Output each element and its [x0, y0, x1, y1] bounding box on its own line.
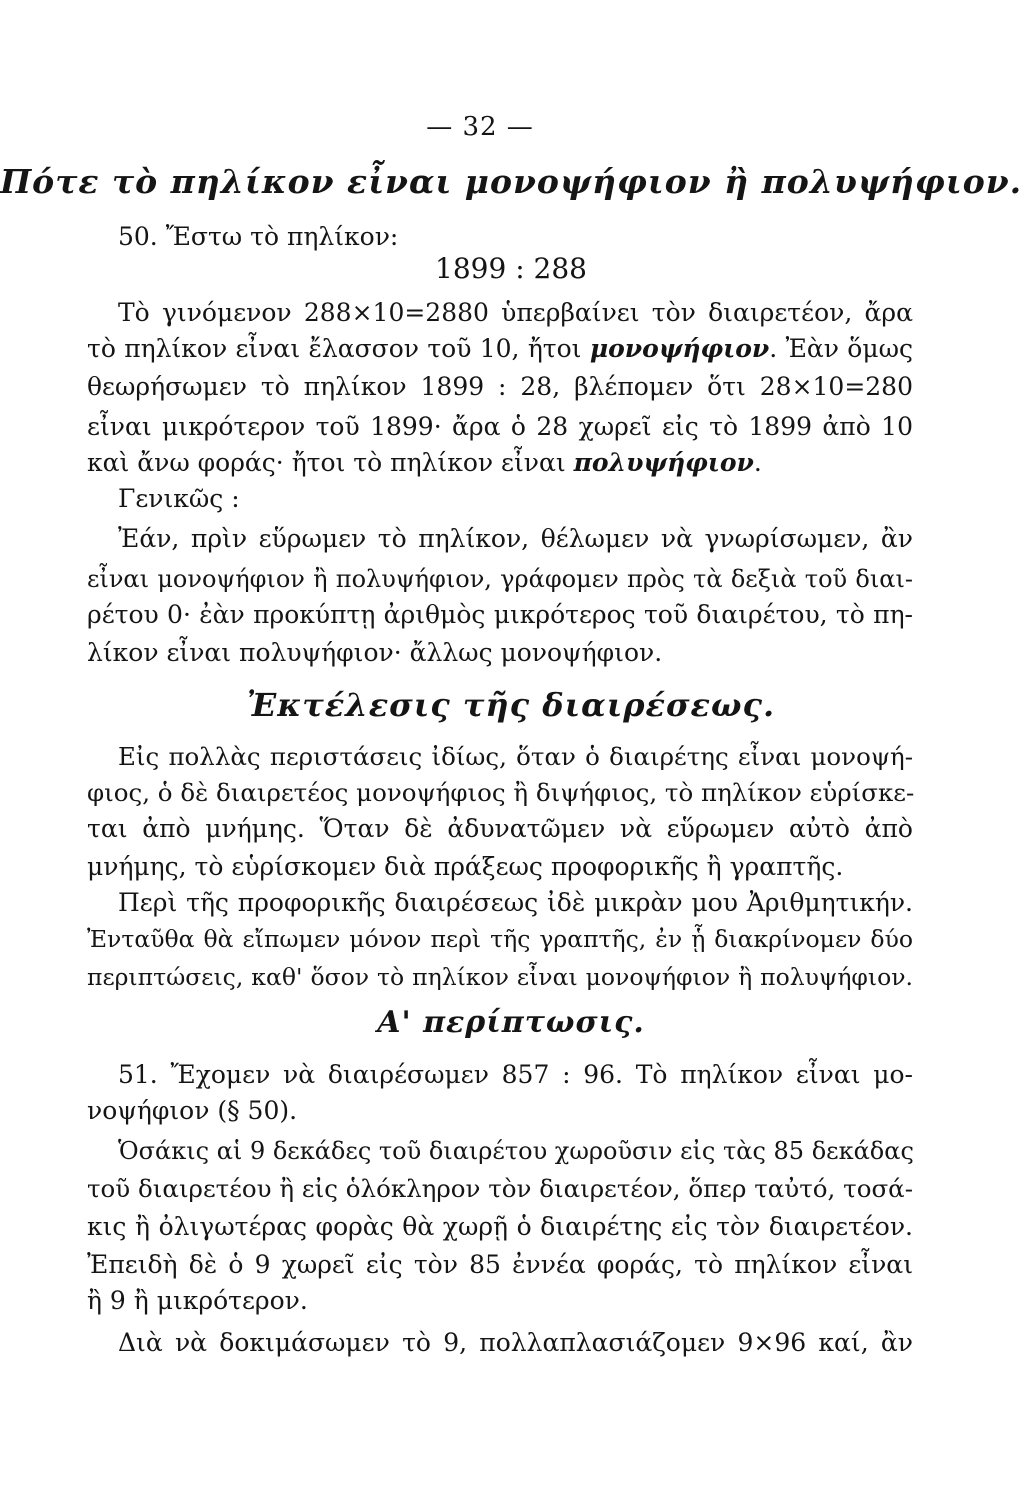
division-line-4: μνήμης, τὸ εὑρίσκομεν διὰ πράξεως προφορικῆς ἢ γραπτῆς.: [87, 852, 844, 881]
paragraph-51-line-8: Διὰ νὰ δοκιμάσωμεν τὸ 9, πολλαπλασιάζομεν 9×96 καί, ἂν: [118, 1328, 913, 1357]
paragraph-50-line-6: [87, 446, 913, 480]
page-number: — 32 —: [426, 112, 534, 142]
paragraph-50-line-9: εἶναι μονοψήφιον ἢ πολυψήφιον, γράφομεν πρὸς τὰ δεξιὰ τοῦ διαι-: [87, 565, 913, 593]
paragraph-51-line-6: Ἐπειδὴ δὲ ὁ 9 χωρεῖ εἰς τὸν 85 ἐννέα φοράς, τὸ πηλίκον εἶναι: [87, 1250, 913, 1279]
division-formula: 1899 : 288: [435, 252, 587, 285]
paragraph-51-line-5: κις ἢ ὀλιγωτέρας φορὰς θὰ χωρῇ ὁ διαιρέτης εἰς τὸν διαιρετέον.: [87, 1212, 913, 1241]
division-line-3: ται ἀπὸ μνήμης. Ὅταν δὲ ἀδυνατῶμεν νὰ εὕρωμεν αὐτὸ ἀπὸ: [87, 814, 913, 843]
text-run: . Ἐὰν ὅμως: [769, 334, 913, 363]
emphasis-polypsifion: πολυψήφιον: [573, 448, 754, 477]
paragraph-50-line-4: θεωρήσωμεν τὸ πηλίκον 1899 : 28, βλέπομεν ὅτι 28×10=280: [87, 372, 913, 401]
text-run: .: [753, 448, 762, 477]
division-line-1: Εἰς πολλὰς περιστάσεις ἰδίως, ὅταν ὁ διαιρέτης εἶναι μονοψή-: [118, 742, 913, 771]
paragraph-50-line-5: εἶναι μικρότερον τοῦ 1899· ἄρα ὁ 28 χωρεῖ εἰς τὸ 1899 ἀπὸ 10: [87, 412, 913, 441]
paragraph-51-line-3: Ὁσάκις αἱ 9 δεκάδες τοῦ διαιρέτου χωροῦσιν εἰς τὰς 85 δεκάδας: [118, 1137, 914, 1165]
paragraph-50-line-7: Γενικῶς :: [118, 484, 240, 513]
paragraph-51-line-1: 51. Ἔχομεν νὰ διαιρέσωμεν 857 : 96. Τὸ πηλίκον εἶναι μο-: [118, 1060, 913, 1089]
emphasis-monopsifion: μονοψήφιον: [589, 334, 770, 363]
division-line-7: περιπτώσεις, καθ' ὅσον τὸ πηλίκον εἶναι μονοψήφιον ἢ πολυψήφιον.: [87, 963, 913, 991]
section-heading-case-a: Α' περίπτωσις.: [377, 1005, 645, 1040]
paragraph-51-line-2: νοψήφιον (§ 50).: [87, 1096, 298, 1125]
section-heading-division: Ἐκτέλεσις τῆς διαιρέσεως.: [246, 686, 776, 724]
text-run: τὸ πηλίκον εἶναι ἔλασσον τοῦ 10, ἤτοι: [87, 334, 590, 363]
paragraph-50-line-2: Τὸ γινόμενον 288×10=2880 ὑπερβαίνει τὸν διαιρετέον, ἄρα: [118, 298, 913, 327]
paragraph-50-line-8: Ἐάν, πρὶν εὕρωμεν τὸ πηλίκον, θέλωμεν νὰ γνωρίσωμεν, ἂν: [118, 524, 913, 553]
division-line-5: Περὶ τῆς προφορικῆς διαιρέσεως ἰδὲ μικρὰν μου Ἀριθμητικήν.: [118, 888, 913, 917]
paragraph-50-line-1: 50. Ἔστω τὸ πηλίκον:: [118, 222, 399, 251]
division-line-2: φιος, ὁ δὲ διαιρετέος μονοψήφιος ἢ διψήφιος, τὸ πηλίκον εὑρίσκε-: [87, 778, 915, 807]
paragraph-51-line-7: ἢ 9 ἢ μικρότερον.: [87, 1286, 308, 1315]
division-line-6: Ἐνταῦθα θὰ εἴπωμεν μόνον περὶ τῆς γραπτῆς, ἐν ᾗ διακρίνομεν δύο: [87, 925, 913, 953]
paragraph-51-line-4: τοῦ διαιρετέου ἢ εἰς ὁλόκληρον τὸν διαιρετέον, ὅπερ ταὐτό, τοσά-: [87, 1174, 913, 1203]
section-heading-quotient-digits: Πότε τὸ πηλίκον εἶναι μονοψήφιον ἢ πολυψήφιον.: [0, 162, 1022, 201]
paragraph-50-line-11: λίκον εἶναι πολυψήφιον· ἄλλως μονοψήφιον.: [87, 638, 663, 667]
text-run: καὶ ἄνω φοράς· ἤτοι τὸ πηλίκον εἶναι: [87, 448, 574, 477]
paragraph-50-line-3: [87, 332, 913, 366]
paragraph-50-line-10: ρέτου 0· ἐὰν προκύπτῃ ἀριθμὸς μικρότερος τοῦ διαιρέτου, τὸ πη-: [87, 600, 913, 629]
